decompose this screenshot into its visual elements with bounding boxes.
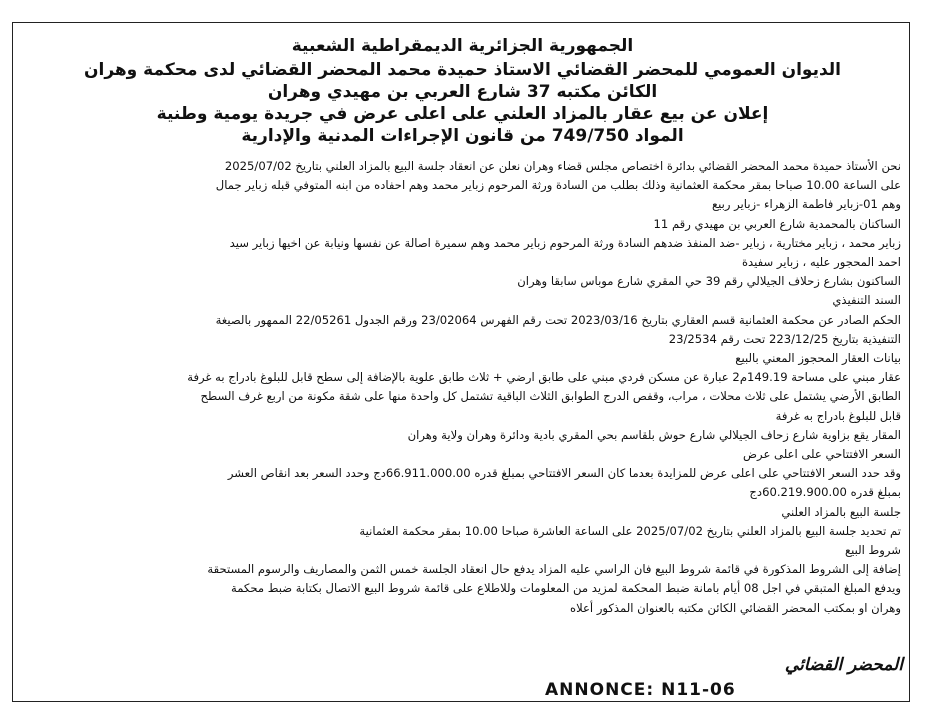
- legal-articles: المواد 749/750 من قانون الإجراءات المدنية والإدارية: [241, 126, 684, 146]
- body-line: احمد المحجور عليه ، زباير سفيدة: [741, 255, 901, 270]
- body-line: تم تحديد جلسة البيع بالمزاد العلني بتاريخ 2025/07/02 على الساعة العاشرة صباحا 10.00 بمقر محكمة العثمانية: [359, 523, 901, 538]
- body-line: جلسة البيع بالمزاد العلني: [781, 504, 901, 519]
- annonce-number: ANNONCE: N11-06: [545, 680, 736, 700]
- body-line: المقار يقع بزاوية شارع زحاف الجيلالي شارع حوش بلقاسم بحي المقري بادية ودائرة وهران ولاية وهران: [407, 427, 901, 442]
- office-address: الكائن مكتبه 37 شارع العربي بن مهيدي وهران: [267, 82, 658, 102]
- body-line: وهران او بمكتب المحضر القضائي الكائن مكتبه بالعنوان المذكور أعلاه: [570, 600, 901, 615]
- body-line: ويدفع المبلغ المتبقي في اجل 08 أيام بامانة ضبط المحكمة لمزيد من المعلومات وللاطلاع على قائمة شروط البيع الاتصال بكتابة ضبط محكمة: [231, 581, 901, 596]
- body-line: وهم 01-زباير فاطمة الزهراء -زباير ربيع: [711, 197, 901, 212]
- body-line: التنفيذية بتاريخ 223/12/25 تحت رقم 23/2534: [668, 331, 901, 346]
- body-line: بيانات العقار المحجوز المعني بالبيع: [735, 351, 901, 366]
- body-line: الساكنان بالمحمدية شارع العربي بن مهيدي رقم 11: [653, 216, 901, 231]
- body-line: السعر الافتتاحي على اعلى عرض: [743, 447, 901, 462]
- body-line: على الساعة 10.00 صباحا بمقر محكمة العثمانية وذلك بطلب من السادة ورثة المرحوم زباير محمد وهم احفاده من ابنه المتوفي قبله زباير جمال: [215, 178, 901, 193]
- body-line: نحن الأستاذ حميدة محمد المحضر القضائي بدائرة اختصاص مجلس قضاء وهران نعلن عن انعقاد جلسة البيع بالمزاد العلني بتاريخ 2025/07/02: [224, 159, 901, 173]
- body-line: الساكنون بشارع زحلاف الجيلالي رقم 39 حي المقري شارع موباس سابقا وهران: [517, 274, 901, 289]
- body-line: بمبلغ قدره 60.219.900.00دج: [749, 485, 901, 500]
- body-line: السند التنفيذي: [832, 293, 901, 308]
- body-line: الحكم الصادر عن محكمة العثمانية قسم العقاري بتاريخ 2023/03/16 تحت رقم الفهرس 23/02064 ورقم الجدول 22/05261 الممهور بالصيغة: [215, 312, 901, 327]
- body-line: إضافة إلى الشروط المذكورة في قائمة شروط البيع فان الراسي عليه المزاد يدفع حال انعقاد الجلسة خمس الثمن والمصاريف والرسوم المستحقة: [207, 562, 901, 577]
- republic-title: الجمهورية الجزائرية الديمقراطية الشعبية: [291, 36, 634, 56]
- body-line: زباير محمد ، زباير مختارية ، زباير -ضد المنفذ ضدهم السادة ورثة المرحوم زباير محمد وهم سميرة اصالة عن نفسها ونيابة عن اخيها زباير سيد: [229, 235, 901, 250]
- body-line: وقد حدد السعر الافتتاحي على اعلى عرض للمزايدة بعدما كان السعر الافتتاحي بمبلغ قدره 66.911.000.00دج وحدد السعر بعد انقاص العشر: [227, 466, 901, 481]
- body-line: قابل للبلوغ بادراج به غرفة: [775, 408, 901, 423]
- body-line: شروط البيع: [844, 543, 901, 558]
- body-line: الطابق الأرضي يشتمل على ثلاث محلات ، مراب، وقفص الدرج الطوابق الثلاث الباقية تشتمل كل واحدة منها على شقة مكونة من اربع غرف السطح: [200, 389, 901, 404]
- office-title: الديوان العمومي للمحضر القضائي الاستاذ حميدة محمد المحضر القضائي لدى محكمة وهران: [83, 60, 841, 80]
- announcement-body: [22, 157, 901, 618]
- body-line: عقار مبني على مساحة 149.19م2 عبارة عن مسكن فردي مبني على طابق ارضي + ثلاث طابق علوية بالإضافة إلى سطح قابل للبلوغ بادراج به غرفة: [187, 370, 901, 385]
- bailiff-signature: المحضر القضائي: [784, 655, 903, 675]
- announcement-title: إعلان عن بيع عقار بالمزاد العلني على اعلى عرض في جريدة يومية وطنية: [156, 104, 769, 124]
